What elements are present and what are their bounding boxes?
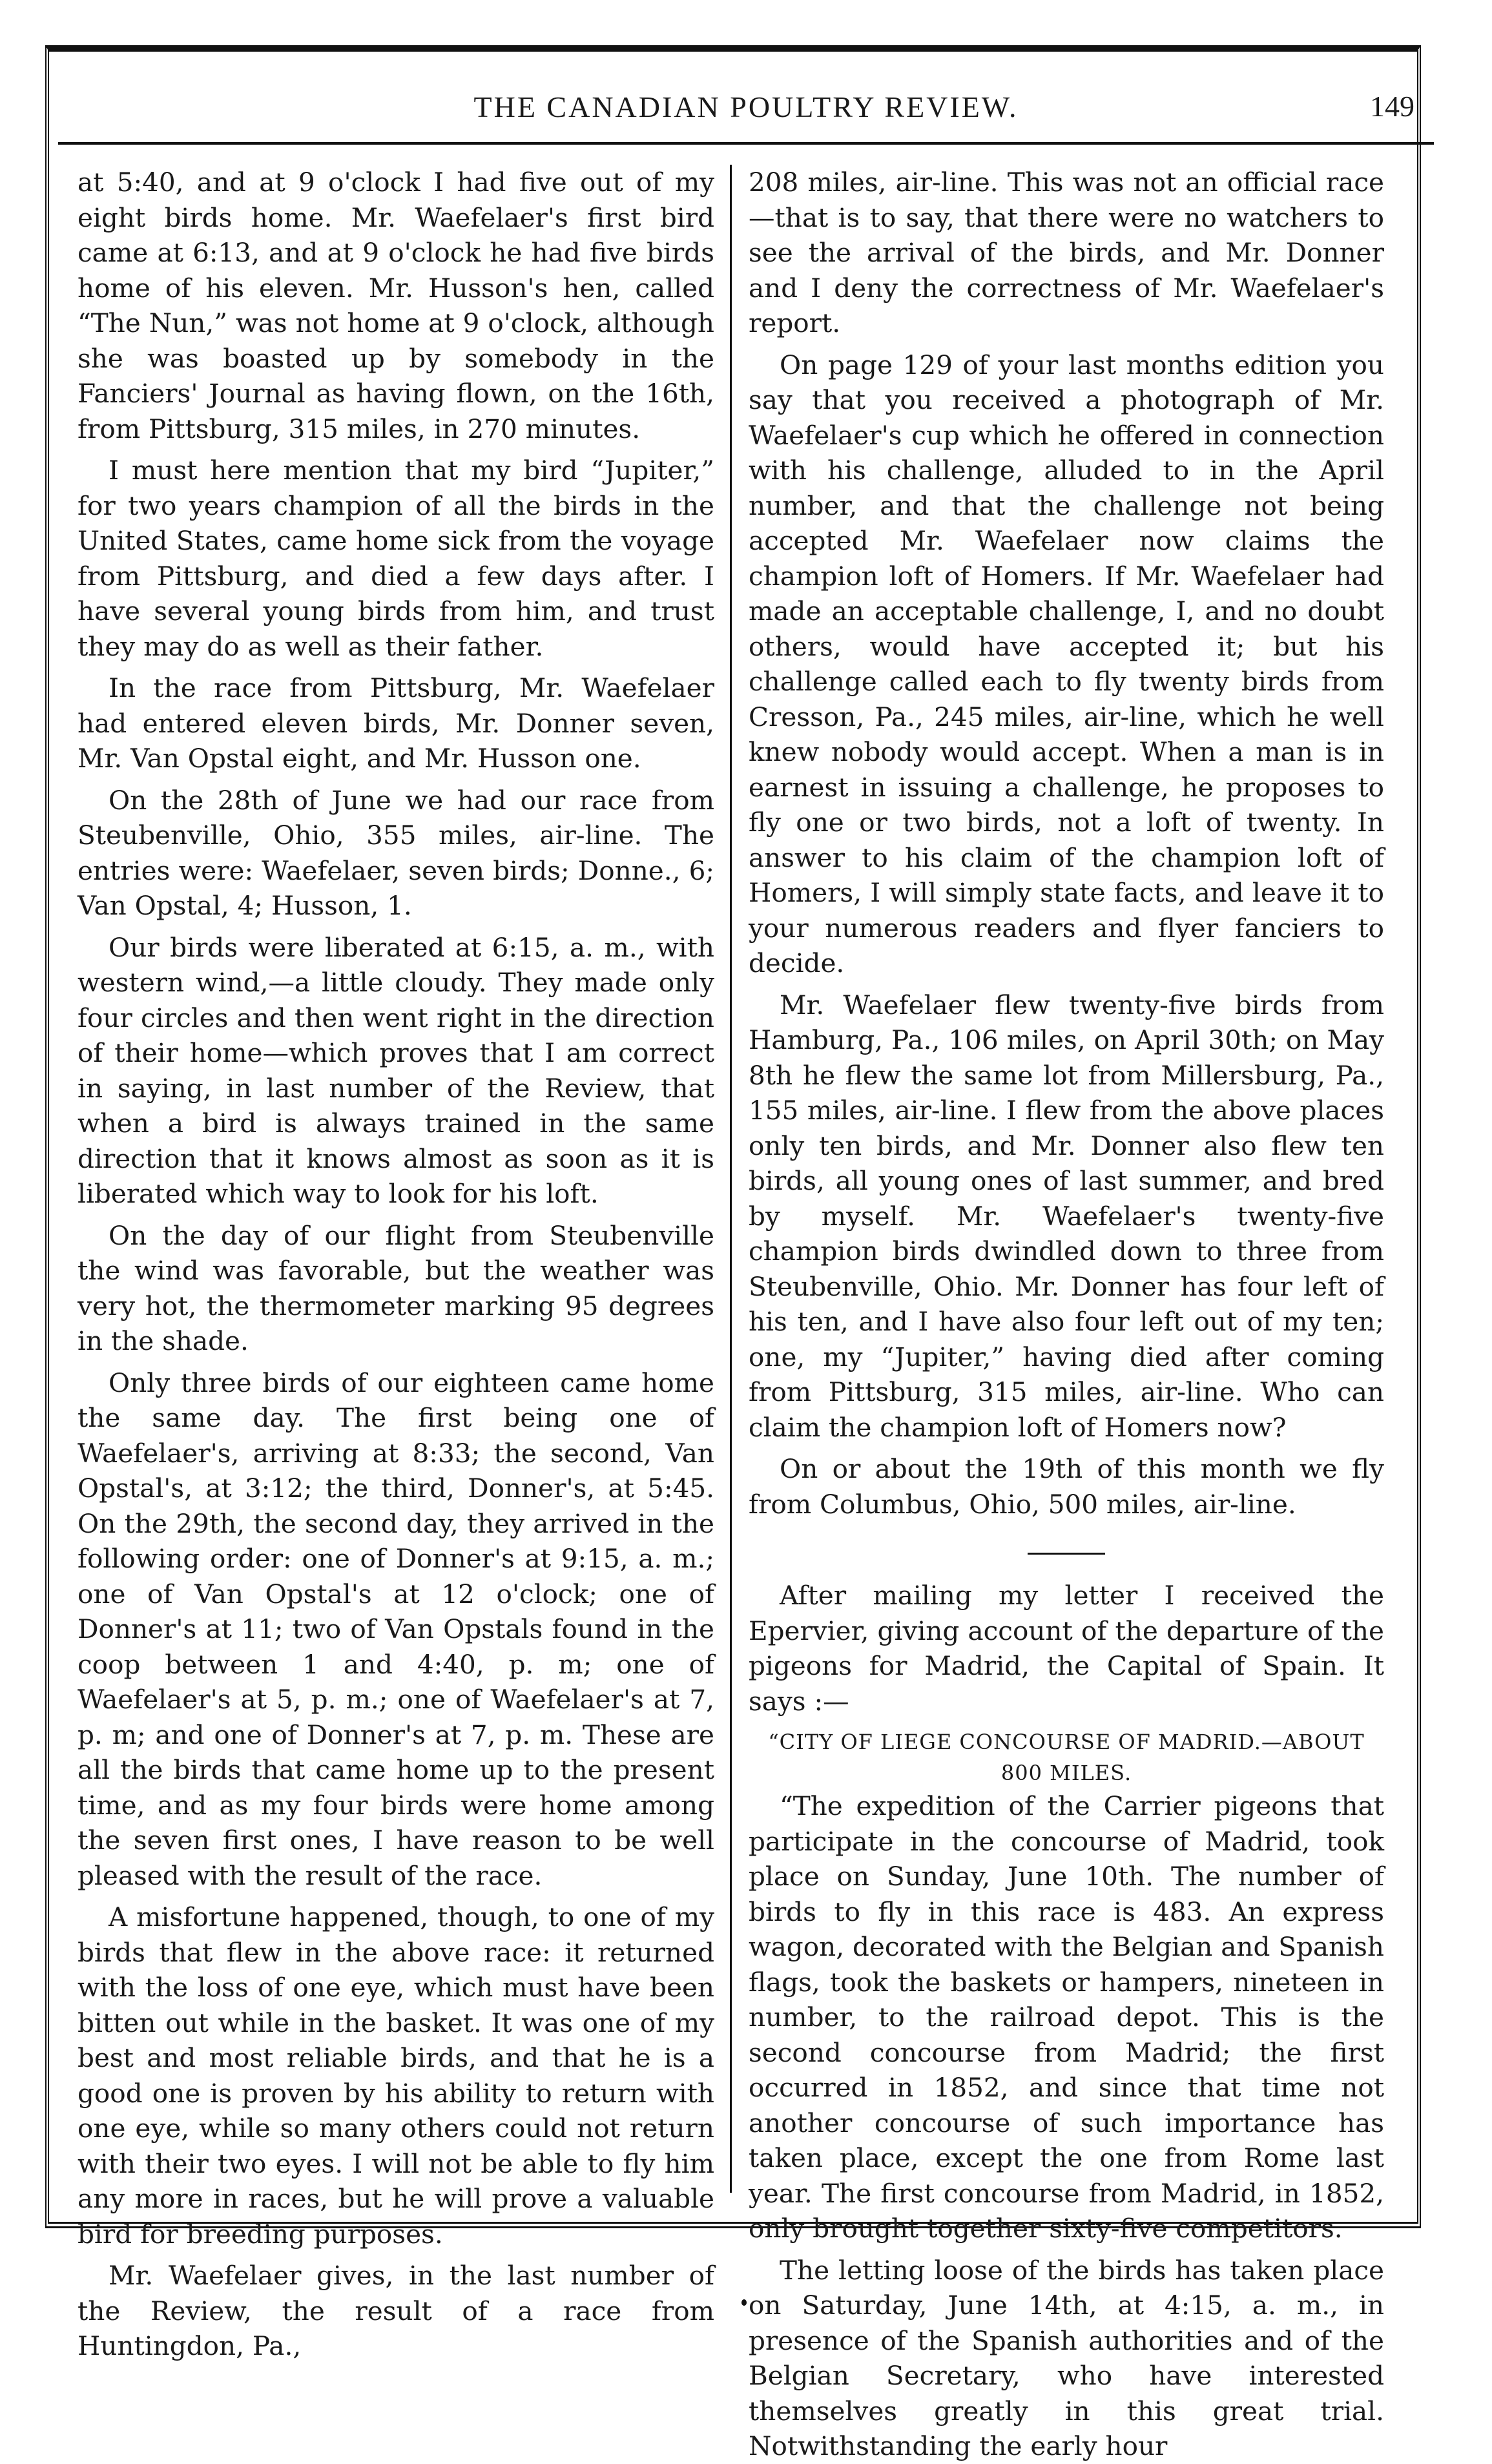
right-column (732, 165, 1384, 2461)
paragraph: at 5:40, and at 9 o'clock I had five out of my eight birds home. Mr. Waefelaer's first bird came at 6:13, and at 9 o'clock he had five birds home of his eleven. Mr. Husson's hen, called “The Nun,” was not home at 9 o'clock, although she was boasted up by somebody in the Fanciers' Journal as having flown, on the 16th, from Pittsburg, 315 miles, in 270 minutes. (78, 167, 714, 444)
page-number: 149 (1370, 90, 1414, 123)
paragraph: 208 miles, air-line. This was not an official race—that is to say, that there were no watchers to see the arrival of the birds, and Mr. Donner and I deny the correctness of Mr. Waefelaer's report. (749, 167, 1384, 338)
paragraph: I must here mention that my bird “Jupiter,” for two years champion of all the birds in the United States, came home sick from the voyage from Pittsburg, and died a few days after. I have several young birds from him, and trust they may do as well as their father. (78, 455, 714, 662)
heading-line: 800 MILES. (1000, 1761, 1132, 1785)
text-columns (78, 165, 1402, 2461)
paragraph: On the day of our flight from Steubenville the wind was favorable, but the weather was very hot, the thermometer marking 95 degrees in the shade. (78, 1219, 714, 1356)
print-mark (741, 2299, 747, 2306)
paragraph: On the 28th of June we had our race from Steubenville, Ohio, 355 miles, air-line. The entries were: Waefelaer, seven birds; Donne., 6; Van Opstal, 4; Husson, 1. (78, 784, 714, 921)
quoted-heading (749, 1726, 1384, 1788)
paragraph: “The expedition of the Carrier pigeons that participate in the concourse of Madrid, took place on Sunday, June 10th. The number of birds to fly in this race is 483. An express wagon, decorated with the Belgian and Spanish flags, took the baskets or hampers, nineteen in number, to the railroad depot. This is the second concourse from Madrid; the first occurred in 1852, and since that time not another concourse of such importance has taken place, except the one from Rome last year. The first concourse from Madrid, in 1852, only brought together sixty-five competitors. (749, 1790, 1384, 2244)
heading-line: “CITY OF LIEGE CONCOURSE OF MADRID.—ABOUT (768, 1730, 1365, 1754)
running-header (58, 71, 1434, 145)
paragraph: On page 129 of your last months edition you say that you received a photograph of Mr. Waefelaer's cup which he offered in connection with his challenge, alluded to in the April number, and that the challenge not being accepted Mr. Waefelaer now claims the champion loft of Homers. If Mr. Waefelaer had made an acceptable challenge, I, and no doubt others, would have accepted it; but his challenge called each to fly twenty birds from Cresson, Pa., 245 miles, air-line, which he well knew nobody would accept. When a man is in earnest in issuing a challenge, he proposes to fly one or two birds, not a loft of twenty. In answer to his claim of the champion loft of Homers, I will simply state facts, and leave it to your numerous readers and flyer fanciers to decide. (749, 349, 1384, 978)
paragraph: Our birds were liberated at 6:15, a. m., with western wind,—a little cloudy. They made only four circles and then went right in the direction of their home—which proves that I am correct in saying, in last number of the Review, that when a bird is always trained in the same direction that it knows almost as soon as it is liberated which way to look for his loft. (78, 931, 714, 1209)
section-rule (1028, 1553, 1105, 1555)
paragraph: On or about the 19th of this month we fly from Columbus, Ohio, 500 miles, air-line. (749, 1453, 1384, 1520)
paragraph: After mailing my letter I received the Epervier, giving account of the departure of the pigeons for Madrid, the Capital of Spain. It says :— (749, 1580, 1384, 1717)
paragraph: In the race from Pittsburg, Mr. Waefelaer had entered eleven birds, Mr. Donner seven, Mr. Van Opstal eight, and Mr. Husson one. (78, 672, 714, 774)
paragraph: The letting loose of the birds has taken place on Saturday, June 14th, at 4:15, a. m., in presence of the Spanish authorities and of the Belgian Secretary, who have interested themselves greatly in this great trial. Notwithstanding the early hour (749, 2254, 1384, 2461)
paragraph: A misfortune happened, though, to one of my birds that flew in the above race: it returned with the loss of one eye, which must have been bitten out while in the basket. It was one of my best and most reliable birds, and that he is a good one is proven by his ability to return with one eye, while so many others could not return with their two eyes. I will not be able to fly him any more in races, but he will prove a valuable bird for breeding purposes. (78, 1901, 714, 2250)
left-column (78, 165, 730, 2361)
running-title: THE CANADIAN POULTRY REVIEW. (473, 90, 1019, 123)
paragraph: Only three birds of our eighteen came home the same day. The first being one of Waefelaer's, arriving at 8:33; the second, Van Opstal's, at 3:12; the third, Donner's, at 5:45. On the 29th, the second day, they arrived in the following order: one of Donner's at 9:15, a. m.; one of Van Opstal's at 12 o'clock; one of Donner's at 11; two of Van Opstals found in the coop between 1 and 4:40, p. m; one of Waefelaer's at 5, p. m.; one of Waefelaer's at 7, p. m; and one of Donner's at 7, p. m. These are all the birds that came home up to the present time, and as my four birds were home among the seven first ones, I have reason to be well pleased with the result of the race. (78, 1367, 714, 1891)
paragraph: Mr. Waefelaer gives, in the last number of the Review, the result of a race from Huntingdon, Pa., (78, 2260, 714, 2361)
paragraph: Mr. Waefelaer flew twenty-five birds from Hamburg, Pa., 106 miles, on April 30th; on May 8th he flew the same lot from Millersburg, Pa., 155 miles, air-line. I flew from the above places only ten birds, and Mr. Donner also flew ten birds, all young ones of last summer, and bred by myself. Mr. Waefelaer's twenty-five champion birds dwindled down to three from Steubenville, Ohio. Mr. Donner has four left of his ten, and I have also four left out of my ten; one, my “Jupiter,” having died after coming from Pittsburg, 315 miles, air-line. Who can claim the champion loft of Homers now? (749, 989, 1384, 1443)
